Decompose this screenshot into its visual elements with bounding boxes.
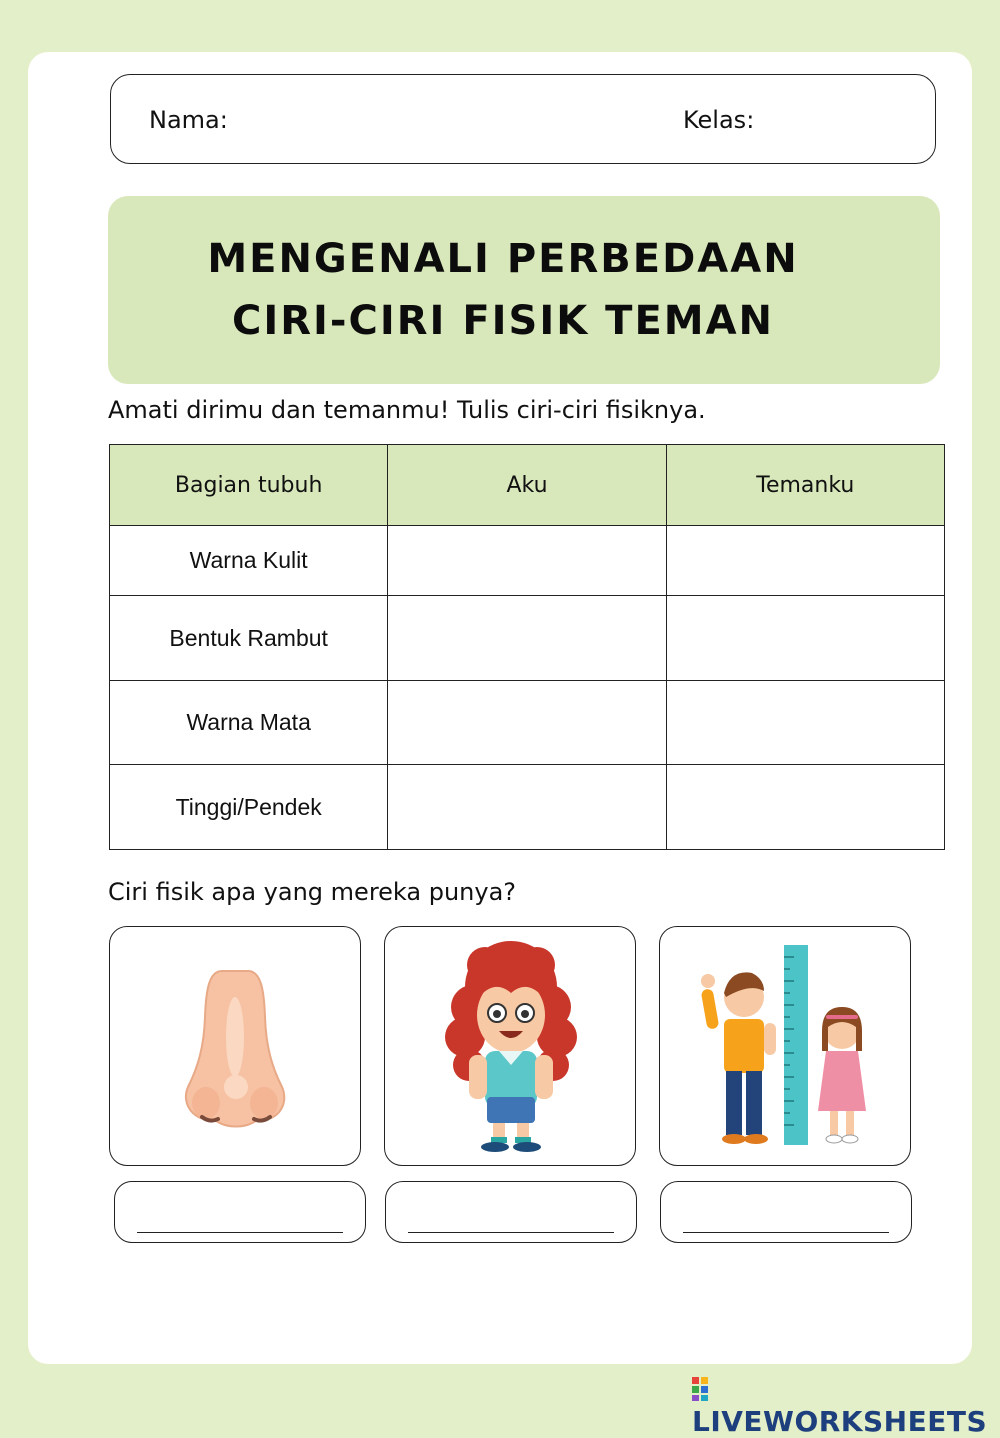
answer-field-1[interactable]	[114, 1181, 366, 1243]
liveworksheets-logo-icon	[692, 1377, 708, 1401]
answer-line	[683, 1232, 889, 1233]
table-header-row	[110, 445, 945, 526]
header-me: Aku	[388, 445, 666, 526]
row-label: Tinggi/Pendek	[110, 765, 388, 850]
answer-field-2[interactable]	[385, 1181, 637, 1243]
page-title-line1: MENGENALI PERBEDAAN	[207, 236, 799, 282]
observation-table	[109, 444, 945, 850]
answer-cell-me[interactable]	[388, 526, 666, 596]
page-title-line2: CIRI-CIRI FISIK TEMAN	[231, 298, 775, 344]
picture-card-1	[109, 926, 361, 1166]
picture-card-2	[384, 926, 636, 1166]
picture-card-3	[659, 926, 911, 1166]
row-label: Bentuk Rambut	[110, 596, 388, 681]
class-label: Kelas:	[683, 106, 755, 134]
header-friend: Temanku	[666, 445, 944, 526]
table-row	[110, 765, 945, 850]
answer-cell-friend[interactable]	[666, 526, 944, 596]
answer-cell-friend[interactable]	[666, 596, 944, 681]
answer-cell-me[interactable]	[388, 765, 666, 850]
answer-line	[137, 1232, 343, 1233]
answer-cell-friend[interactable]	[666, 765, 944, 850]
title-banner	[108, 196, 940, 384]
row-label: Warna Kulit	[110, 526, 388, 596]
brand-text: LIVEWORKSHEETS	[692, 1405, 988, 1438]
table-row	[110, 680, 945, 765]
header-body-part: Bagian tubuh	[110, 445, 388, 526]
curly-hair-girl-icon	[385, 927, 637, 1167]
instruction-text: Amati dirimu dan temanmu! Tulis ciri-ciri fisiknya.	[108, 396, 706, 424]
table-row	[110, 526, 945, 596]
answer-cell-me[interactable]	[388, 680, 666, 765]
answer-cell-friend[interactable]	[666, 680, 944, 765]
answer-field-3[interactable]	[660, 1181, 912, 1243]
student-info-box	[110, 74, 936, 164]
nose-icon	[110, 927, 362, 1167]
answer-line	[408, 1232, 614, 1233]
table-row	[110, 596, 945, 681]
row-label: Warna Mata	[110, 680, 388, 765]
name-label: Nama:	[149, 106, 228, 134]
question-text: Ciri fisik apa yang mereka punya?	[108, 878, 517, 906]
answer-cell-me[interactable]	[388, 596, 666, 681]
height-measure-icon	[660, 927, 912, 1167]
liveworksheets-brand[interactable]	[692, 1372, 1000, 1438]
